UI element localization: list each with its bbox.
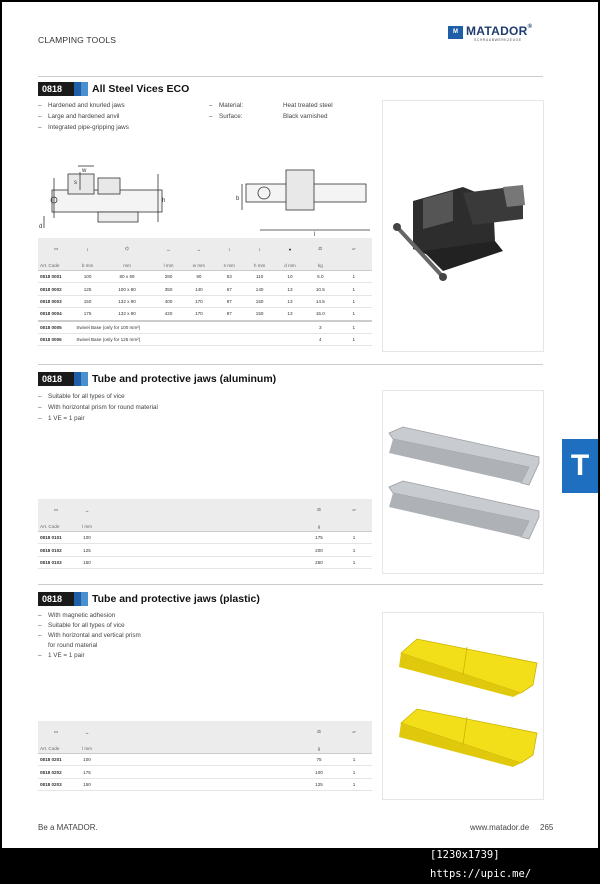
property-item: – Surface: Black varnished	[209, 113, 328, 120]
feature-item: – 1 VE = 1 pair	[38, 415, 85, 422]
height-arrow-icon: ↕	[74, 238, 100, 260]
unit-row: Art. Code b mm mm l mm w mm s mm h mm d mm kg	[38, 260, 372, 271]
logo-mark-icon: M	[448, 26, 463, 39]
section-stripe	[74, 372, 88, 386]
feature-item: – 1 VE = 1 pair	[38, 652, 85, 659]
property-item: – Material: Heat treated steel	[209, 102, 333, 109]
property-list	[209, 100, 333, 122]
category-header: CLAMPING TOOLS	[38, 35, 117, 45]
feature-item: – Large and hardened anvil	[38, 113, 120, 120]
footer-url[interactable]: www.matador.de	[470, 823, 530, 832]
page-number: 265	[540, 823, 554, 832]
icon-row	[38, 721, 372, 743]
section-stripe	[74, 82, 88, 96]
feature-item: – With horizontal prism for round material	[38, 404, 158, 411]
section-title: All Steel Vices ECO	[92, 83, 190, 95]
catalog-page	[2, 2, 598, 848]
feature-item: – Integrated pipe-gripping jaws	[38, 124, 129, 131]
scale-icon: ⚖	[302, 499, 336, 521]
table-row: 0818 0002 125 100 x 80 350 140 67 140 13 10.5 1	[38, 283, 372, 295]
dim-label-l: l	[314, 232, 316, 238]
logo-registered: ®	[527, 24, 533, 30]
section-title: Tube and protective jaws (plastic)	[92, 593, 260, 605]
matador-logo	[448, 24, 548, 44]
table-row: 0818 0203 150 125 1	[38, 778, 372, 790]
header-divider	[38, 76, 543, 77]
bench-vice-icon	[383, 101, 543, 351]
feature-item: – With magnetic adhesion	[38, 612, 116, 619]
logo-name: MATADOR	[466, 24, 528, 38]
clamp-icon: ⌬	[101, 238, 154, 260]
unit-row: Art. Code l mm g	[38, 521, 372, 532]
product-icon: ▭	[38, 499, 74, 521]
table-row: 0818 0202 175 100 1	[38, 766, 372, 778]
product-photo-plastic-jaws	[382, 612, 544, 800]
footer-slogan: Be a MATADOR.	[38, 823, 98, 832]
logo-subtitle: SCHRAUBWERKZEUGE	[474, 38, 522, 42]
technical-drawing	[38, 160, 378, 238]
length-arrow-icon: ↔	[74, 499, 100, 521]
width-arrow-icon: ↔	[184, 238, 214, 260]
scale-icon: ⚖	[302, 721, 336, 743]
product-icon: ▭	[38, 721, 74, 743]
section-divider	[38, 364, 543, 365]
unit-row: Art. Code l mm g	[38, 743, 372, 754]
table-row: 0818 0001 100 80 x 59 280 90 53 110 10 5.0 1	[38, 271, 372, 283]
length-arrow-icon: ↔	[74, 721, 100, 743]
product-photo-aluminum-jaws	[382, 390, 544, 574]
section-title: Tube and protective jaws (aluminum)	[92, 373, 277, 385]
icon-row	[38, 499, 372, 521]
table-row: 0818 0103 150 250 1	[38, 556, 372, 568]
table-row: 0818 0201 100 75 1	[38, 754, 372, 766]
feature-item: – Suitable for all types of vice	[38, 622, 125, 629]
plastic-jaw-icon	[383, 613, 543, 799]
spec-table-vices	[38, 238, 372, 346]
table-row: 0818 0101 100 175 1	[38, 532, 372, 544]
watermark: [1230x1739] https://upic.me/	[430, 849, 532, 880]
feature-item: – Hardened and knurled jaws	[38, 102, 125, 109]
pack-icon: ▱	[336, 721, 372, 743]
feature-list	[38, 100, 129, 133]
table-row: 0818 0006 Swivel Base (only for 125 mm²) 4 1	[38, 333, 372, 345]
feature-item: – With horizontal and vertical prism	[38, 632, 141, 639]
span-arrow-icon: ↕	[214, 238, 244, 260]
table-row: 0818 0004 175 132 x 90 420 170 87 150 13 15.0 1	[38, 308, 372, 321]
length-arrow-icon: ↔	[153, 238, 183, 260]
pack-icon: ▱	[336, 238, 372, 260]
section-code: 0818	[38, 372, 74, 386]
icon-row	[38, 238, 372, 260]
feature-item: for round material	[48, 642, 98, 649]
dim-label-h: h	[162, 198, 166, 204]
height-arrow-icon: ↕	[244, 238, 274, 260]
product-icon: ▭	[38, 238, 74, 260]
table-row: 0818 0102 125 200 1	[38, 544, 372, 556]
spec-table-aluminum-jaws	[38, 499, 372, 569]
aluminum-jaw-icon	[383, 391, 543, 573]
section-code: 0818	[38, 82, 74, 96]
feature-item: – Suitable for all types of vice	[38, 393, 125, 400]
scale-icon: ⚖	[305, 238, 335, 260]
chapter-tab[interactable]	[562, 439, 598, 493]
dim-label-d: d	[39, 224, 43, 230]
table-row: 0818 0003 150 132 x 90 400 170 87 150 13 14.5 1	[38, 295, 372, 307]
section-stripe	[74, 592, 88, 606]
dim-label-s: s	[74, 180, 77, 186]
feature-list	[38, 391, 158, 424]
section-divider	[38, 584, 543, 585]
dim-label-b: b	[236, 196, 240, 202]
dim-label-w: w	[82, 168, 87, 174]
hammer-icon: T	[570, 449, 590, 482]
table-row: 0818 0005 Swivel Base (only for 100 mm²) 3 1	[38, 321, 372, 334]
section-code: 0818	[38, 592, 74, 606]
diameter-icon: ●	[275, 238, 305, 260]
feature-list	[38, 611, 141, 661]
pack-icon: ▱	[336, 499, 372, 521]
spec-table-plastic-jaws	[38, 721, 372, 791]
product-photo-vice	[382, 100, 544, 352]
